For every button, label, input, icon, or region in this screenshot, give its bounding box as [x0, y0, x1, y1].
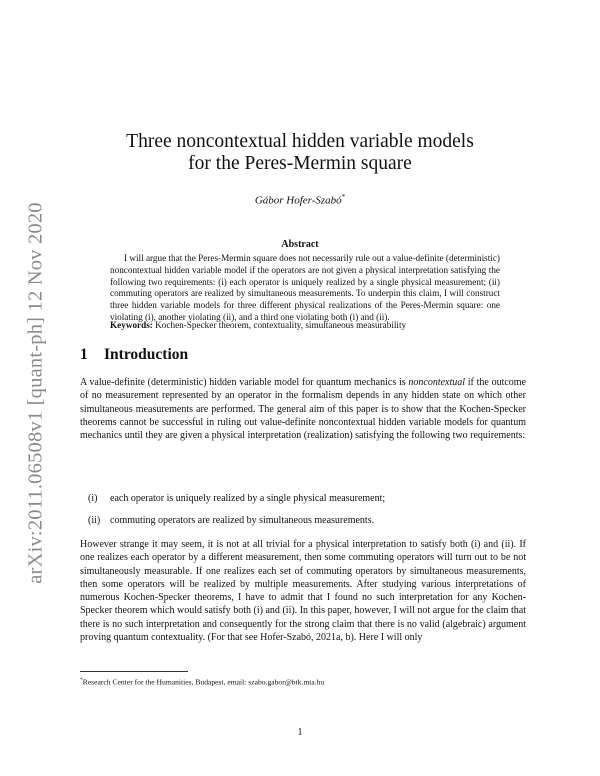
abstract-heading: Abstract: [281, 239, 319, 250]
paper-title-line-1: Three noncontextual hidden variable models: [126, 131, 474, 152]
keywords-label: Keywords:: [110, 320, 153, 330]
footnote-divider: [80, 671, 188, 672]
section-heading: [80, 346, 188, 364]
abstract-text: I will argue that the Peres-Mermin square does not necessarily rule out a value-definite (deterministic) noncontextual hidden variable model if the operators are not given a physical interpretation satisfying the following two requirements: (i) each operator is uniquely realized by a single physical measurement; (ii) commuting operators are realized by simultaneous measurements. To underpin this claim, I will construct three hidden variable models for three different physical realizations of the Peres-Mermin square: one violating (i), another violating (ii), and a third one violating both (i) and (ii).: [110, 253, 500, 322]
requirement-2-text: commuting operators are realized by simultaneous measurements.: [110, 515, 375, 526]
intro-paragraph-2: However strange it may seem, it is not at all trivial for a physical interpretation to satisfy both (i) and (ii). If one realizes each operator by a different measurement, then some commuting operators will turn out to be not simultaneously measurable. If one realizes each set of commuting operators by simultaneous measurements, then some operators will be realized by multiple measurements. After studying various interpretations of numerous Kochen-Specker theorems, I have to admit that I found no such interpretation for any Kochen-Specker theorem which would satisfy both (i) and (ii). In this paper, however, I will not argue for the claim that there is no such interpretation and consequently for the strong claim that there is no valid (algebraic) argument proving quantum contextuality. (For that see Hofer-Szabó, 2021a, b). Here I will only: [80, 539, 526, 644]
keywords: [110, 319, 500, 331]
author: [75, 193, 525, 207]
author-footnote-mark: *: [341, 193, 346, 201]
intro-p1-end: if the outcome of no measurement represented by an operator in the formalism depends in any hidden state on which other simultaneous measurements are performed. The general aim of this paper is to show that the Kochen-Specker theorems cannot be successful in ruling out value-definite noncontextual hidden variable models for quantum mechanics until they are given a physical interpretation (realization) satisfying the following two requirements:: [80, 377, 526, 442]
requirement-2: [88, 514, 518, 527]
section-number: 1: [80, 346, 88, 363]
intro-p1-emphasis: noncontextual: [408, 377, 466, 388]
keywords-list: Kochen-Specker theorem, contextuality, simultaneous measurability: [155, 320, 407, 330]
footnote-text: Research Center for the Humanities, Budapest, email: szabo.gabor@btk.mta.hu: [82, 677, 325, 687]
intro-p1-start: A value-definite (deterministic) hidden variable model for quantum mechanics is: [80, 377, 409, 388]
arxiv-identifier[interactable]: arXiv:2011.06508v1 [quant-ph] 12 Nov 2020: [24, 202, 47, 584]
page-number: 1: [297, 727, 303, 738]
requirement-1: [88, 492, 518, 505]
paper-title-line-2: for the Peres-Mermin square: [188, 153, 412, 174]
requirement-2-label: (ii): [88, 515, 101, 526]
author-name: Gábor Hofer-Szabó: [254, 194, 342, 207]
requirement-1-text: each operator is uniquely realized by a single physical measurement;: [110, 493, 386, 504]
footnote: [80, 675, 526, 688]
footnote-mark: *: [80, 677, 83, 683]
intro-paragraph-1: [80, 376, 526, 442]
requirement-1-label: (i): [88, 493, 98, 504]
section-title: Introduction: [104, 346, 189, 363]
